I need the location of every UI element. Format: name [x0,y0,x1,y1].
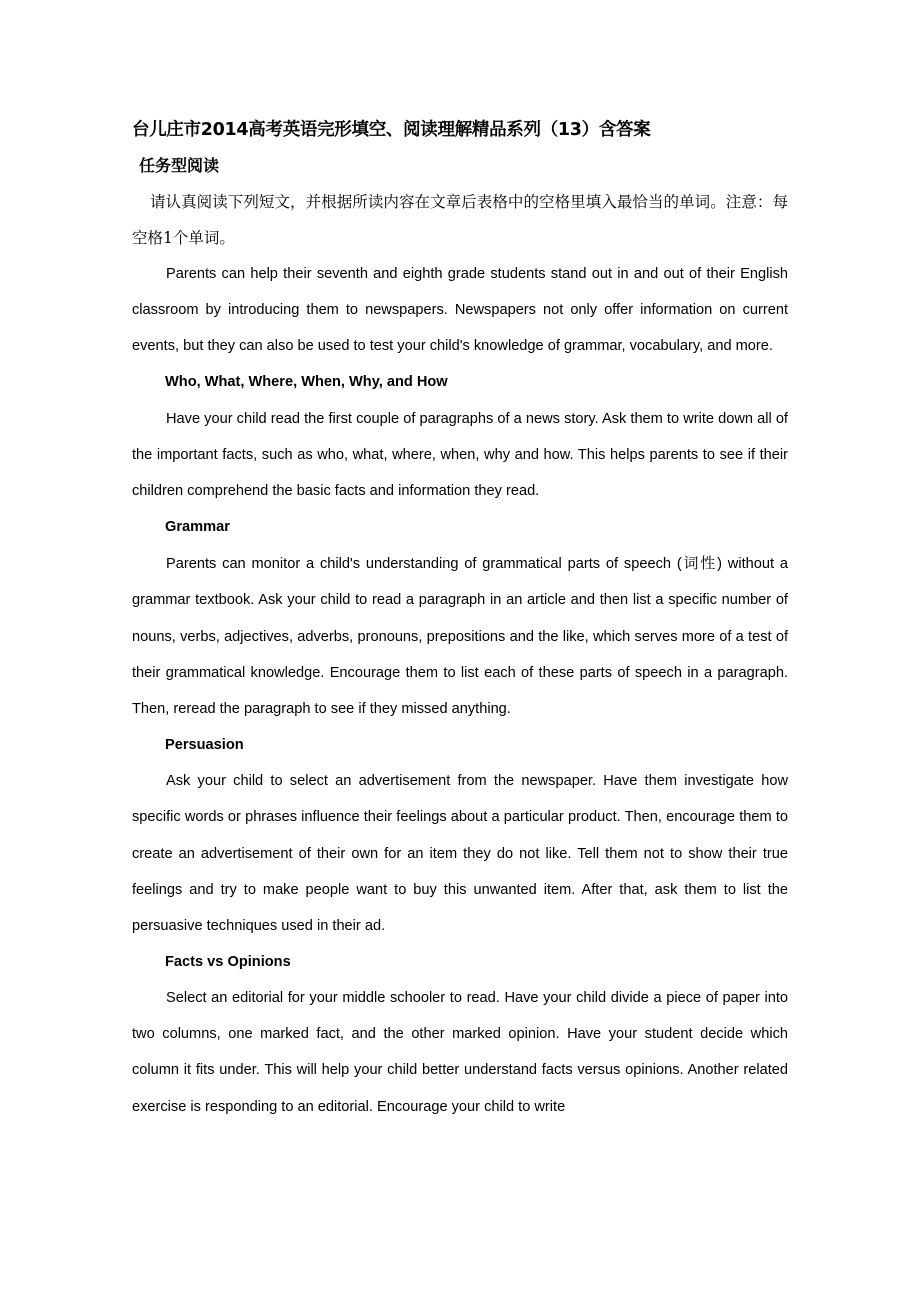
section-label: 任务型阅读 [139,156,220,175]
section-heading-5w1h: Who, What, Where, When, Why, and How [165,374,448,391]
instruction-text: 请认真阅读下列短文，并根据所读内容在文章后表格中的空格里填入最恰当的单词。注意：每空格1个单词。 [132,193,788,247]
section-body-grammar [132,545,788,727]
section-heading-facts-opinions: Facts vs Opinions [165,953,291,970]
intro-paragraph: Parents can help their seventh and eighth grade students stand out in and out of their English classroom by introducing them to newspapers. Newspapers not only offer information on current events, but they can also be used to test your child's knowledge of grammar, vocabulary, and more. [132,266,788,355]
section-body-persuasion: Ask your child to select an advertisement from the newspaper. Have them investigate how specific words or phrases influence their feelings about a particular product. Then, encourage them to create an advertisement of their own for an item they do not like. Tell them not to show their true feelings and try to make people want to buy this unwanted item. After that, ask them to list the persuasive techniques used in their ad. [132,773,788,934]
chinese-gloss: 词性 [681,554,718,573]
document-title: 台儿庄市2014高考英语完形填空、阅读理解精品系列（13）含答案 [132,120,651,140]
section-body-facts-opinions: Select an editorial for your middle schooler to read. Have your child divide a piece of paper into two columns, one marked fact, and the other marked opinion. Have your student decide which column it fits under. This will help your child better understand facts versus opinions. Another related exercise is responding to an editorial. Encourage your child to write [132,990,788,1115]
section-heading-grammar: Grammar [165,519,230,536]
section-heading-persuasion: Persuasion [165,737,244,754]
document-page [132,112,788,1125]
grammar-text-part1: Parents can monitor a child's understanding of grammatical parts of speech ( [166,556,682,573]
section-body-5w1h: Have your child read the first couple of paragraphs of a news story. Ask them to write down all of the important facts, such as who, what, where, when, why and how. This helps parents to see if their children comprehend the basic facts and information they read. [132,410,788,499]
grammar-text-part2: ) without a grammar textbook. Ask your child to read a paragraph in an article and then list a specific number of nouns, verbs, adjectives, adverbs, pronouns, prepositions and the like, which serves more of a test of their grammatical knowledge. Encourage them to list each of these parts of speech in a paragraph. Then, reread the paragraph to see if they missed anything. [132,556,789,717]
